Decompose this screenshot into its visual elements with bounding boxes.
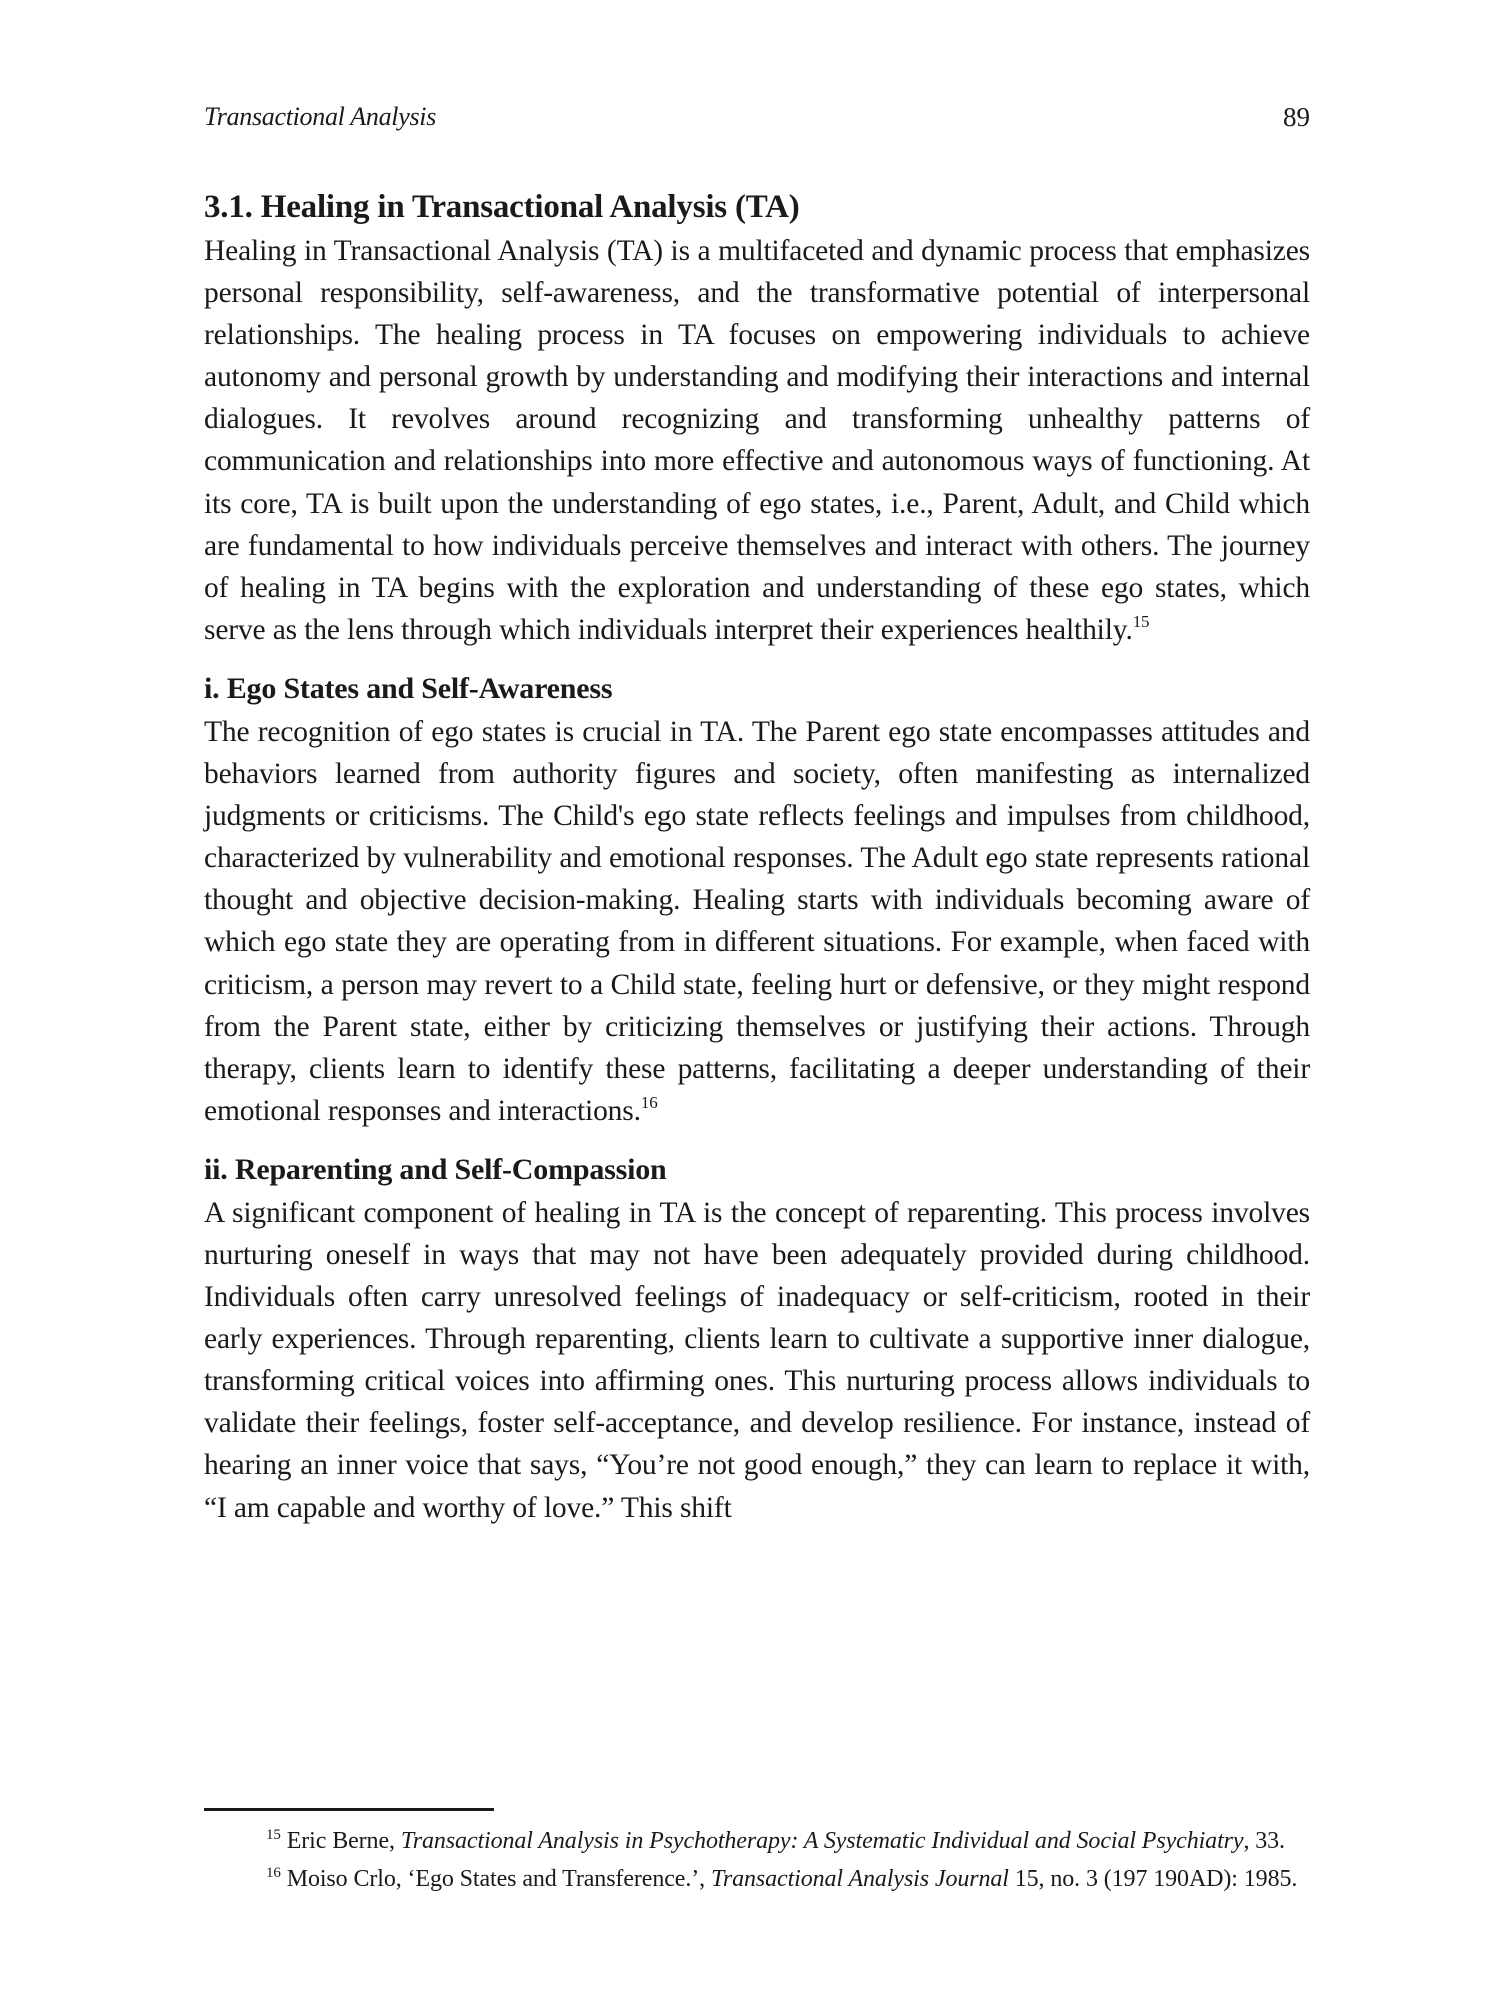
intro-paragraph-text: Healing in Transactional Analysis (TA) is a multifaceted and dynamic process that emphasizes personal responsibility, self-awareness, and the transformative potential of interpersonal relationships. The healing process in TA focuses on empowering individuals to achieve autonomy and personal growth by understanding and modifying their interactions and internal dialogues. It revolves around recognizing and transforming unhealthy patterns of communication and relationships into more effective and autonomous ways of functioning. At its core, TA is built upon the understanding of ego states, i.e., Parent, Adult, and Child which are fundamental to how individuals perceive themselves and interact with others. The journey of healing in TA begins with the exploration and understanding of these ego states, which serve as the lens through which individuals interpret their experiences healthily. xyxy=(204,235,1310,646)
reparenting-paragraph: A significant component of healing in TA is the concept of reparenting. This process involves nurturing oneself in ways that may not have been adequately provided during childhood. Individuals often carry unresolved feelings of inadequacy or self-criticism, rooted in their early experiences. Through reparenting, clients learn to cultivate a supportive inner dialogue, transforming critical voices into affirming ones. This nurturing process allows individuals to validate their feelings, foster self-acceptance, and develop resilience. For instance, instead of hearing an inner voice that says, “You’re not good enough,” they can learn to replace it with, “I am capable and worthy of love.” This shift xyxy=(204,1196,1310,1524)
intro-paragraph xyxy=(204,230,1310,651)
footnote-title: Transactional Analysis in Psychotherapy: A Systematic Individual and Social Psychiatry xyxy=(400,1828,1244,1854)
footnote-ref-15[interactable]: 15 xyxy=(1132,611,1150,631)
footnote-author: Moiso Crlo, ‘Ego States and Transference.’, xyxy=(286,1866,706,1892)
footnote-divider xyxy=(204,1808,494,1811)
footnote-author: Eric Berne, xyxy=(286,1828,395,1854)
footnote-ref-16[interactable]: 16 xyxy=(640,1092,658,1112)
subheading-ego-states: i. Ego States and Self-Awareness xyxy=(204,671,613,705)
section-heading: 3.1. Healing in Transactional Analysis (TA) xyxy=(204,189,800,225)
footnote-16 xyxy=(204,1860,1310,1898)
footnote-title: Transactional Analysis Journal xyxy=(710,1866,1009,1892)
footnote-detail: , 33. xyxy=(1243,1828,1285,1854)
footnote-number: 16 xyxy=(266,1865,281,1881)
footnote-number: 15 xyxy=(266,1827,281,1843)
subheading-reparenting: ii. Reparenting and Self-Compassion xyxy=(204,1152,667,1186)
page-number: 89 xyxy=(1283,102,1310,132)
ego-states-paragraph xyxy=(204,711,1310,1132)
footnote-detail: 15, no. 3 (197 190AD): 1985. xyxy=(1008,1866,1298,1892)
running-head xyxy=(204,102,1310,138)
main-content xyxy=(204,186,1310,1529)
footnotes xyxy=(204,1822,1310,1898)
footnote-15 xyxy=(204,1822,1310,1860)
running-title: Transactional Analysis xyxy=(204,102,437,131)
ego-states-paragraph-text: The recognition of ego states is crucial in TA. The Parent ego state encompasses attitudes and behaviors learned from authority figures and society, often manifesting as internalized judgments or criticisms. The Child's ego state reflects feelings and impulses from childhood, characterized by vulnerability and emotional responses. The Adult ego state represents rational thought and objective decision-making. Healing starts with individuals becoming aware of which ego state they are operating from in different situations. For example, when faced with criticism, a person may revert to a Child state, feeling hurt or defensive, or they might respond from the Parent state, either by criticizing themselves or justifying their actions. Through therapy, clients learn to identify these patterns, facilitating a deeper understanding of their emotional responses and interactions. xyxy=(204,715,1310,1127)
